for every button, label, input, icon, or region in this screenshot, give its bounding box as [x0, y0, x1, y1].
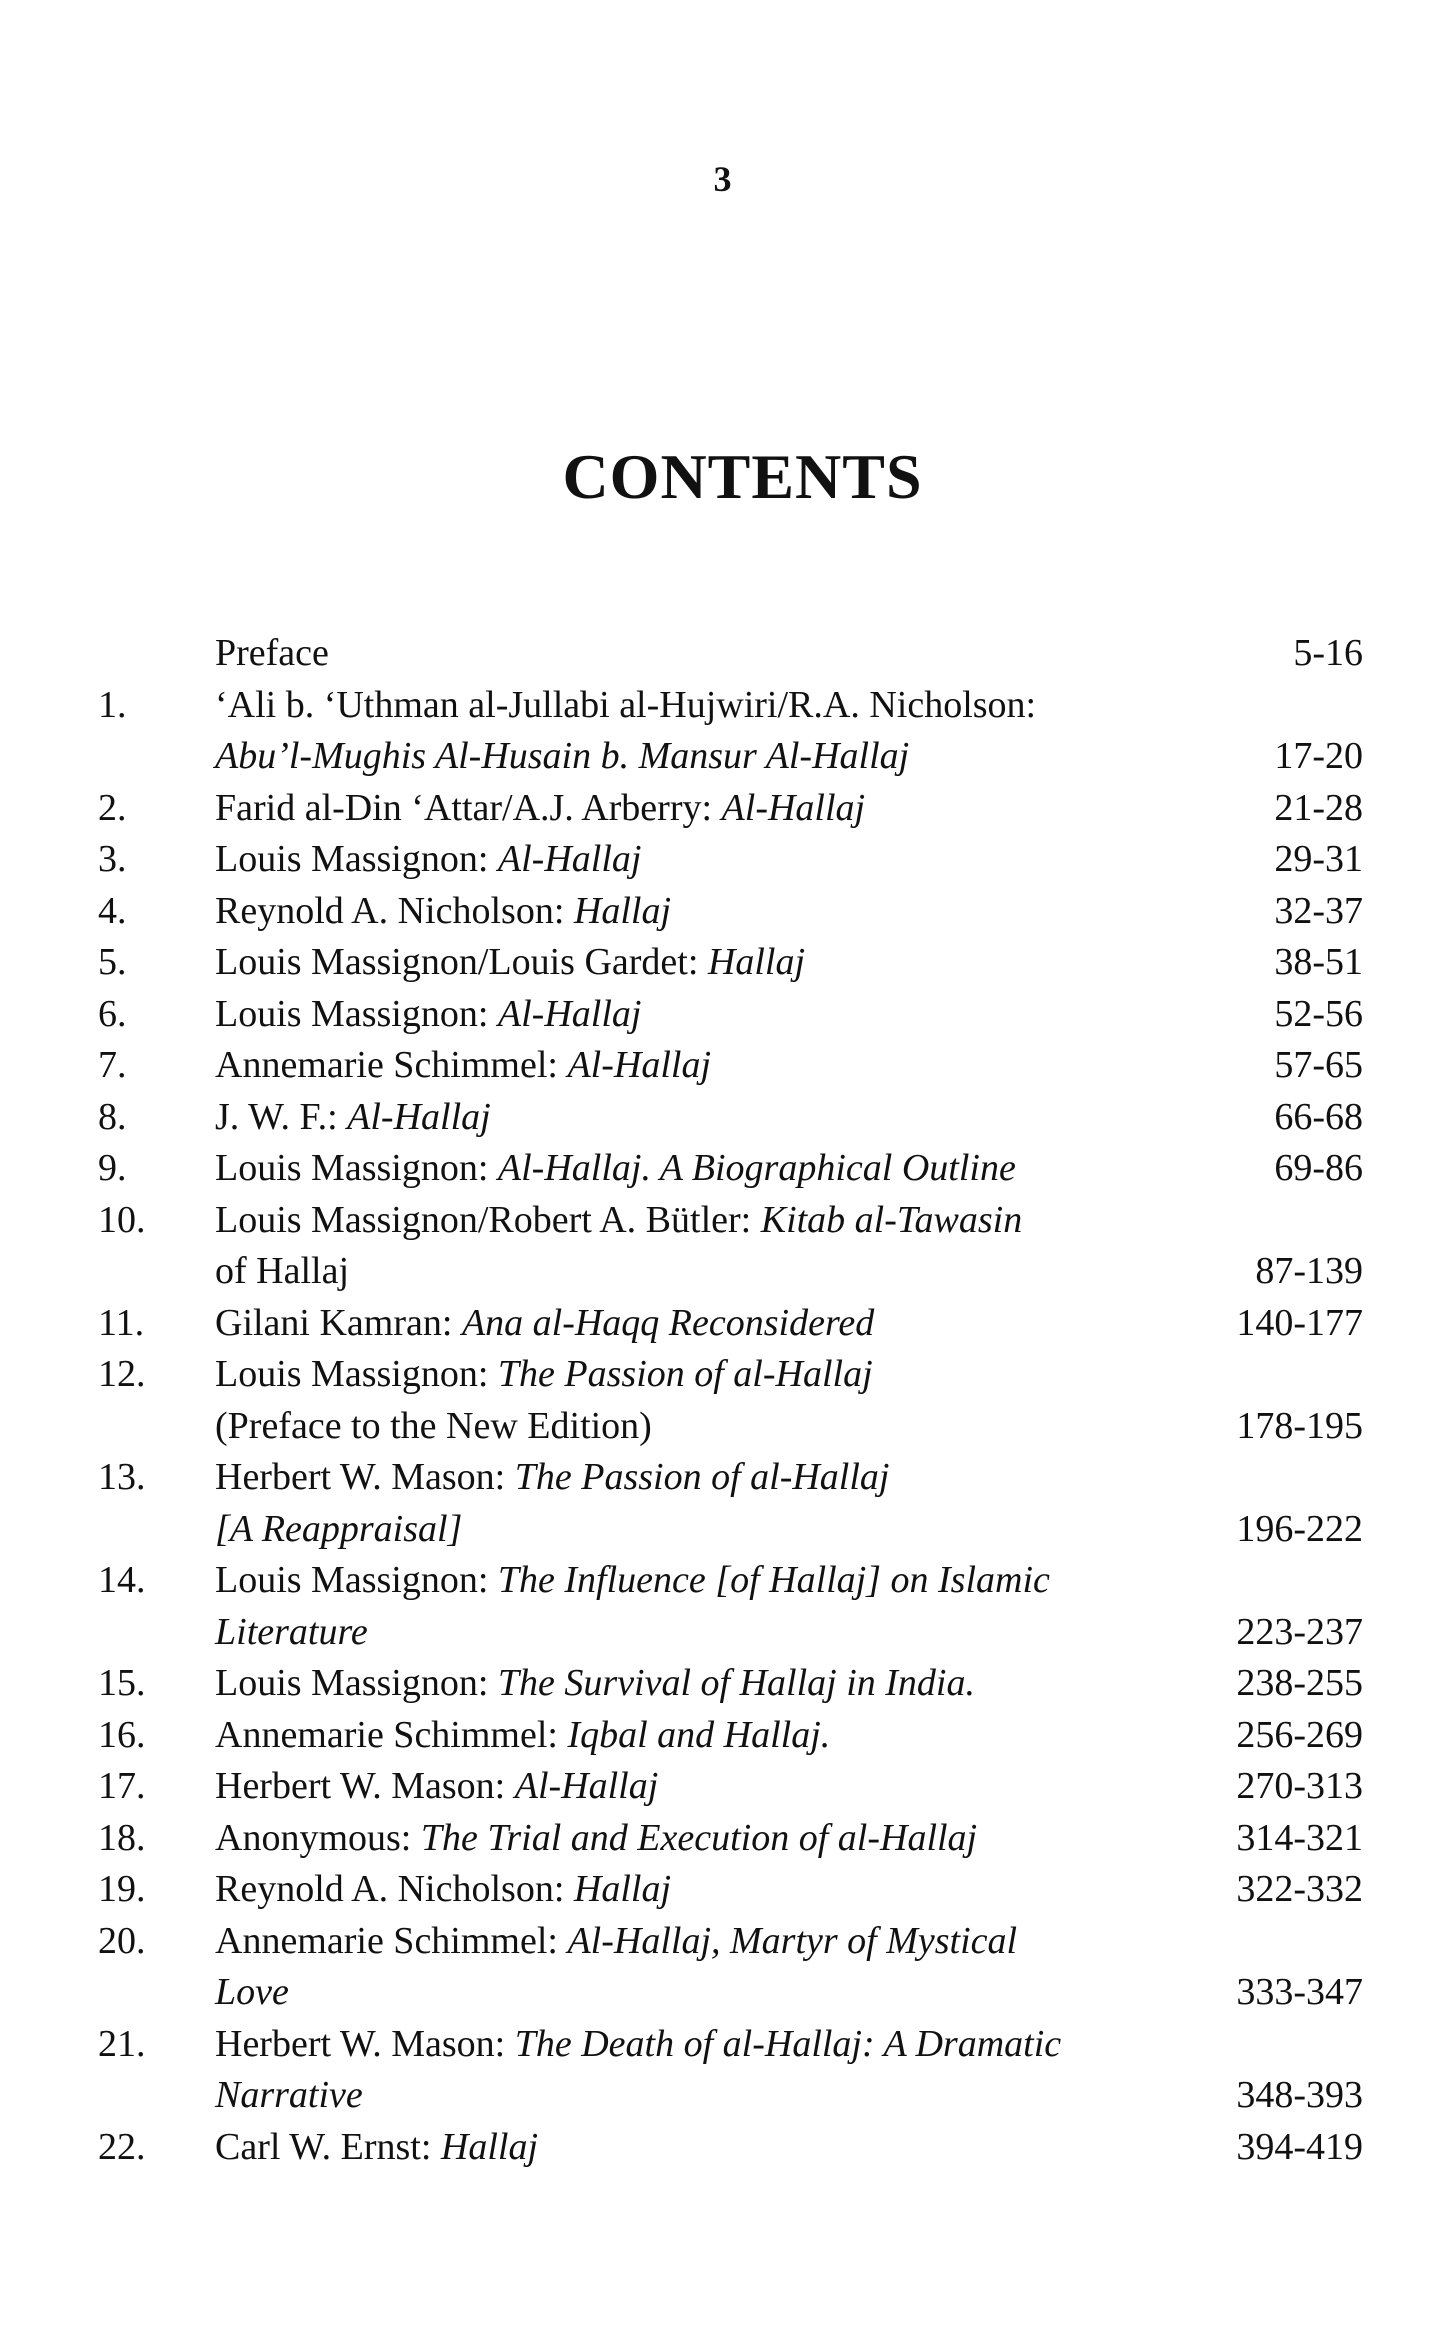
entry-title — [215, 1401, 652, 1453]
entry-title-italic: Literature — [215, 1610, 368, 1653]
entry-title-roman: Herbert W. Mason: — [215, 1765, 515, 1807]
entry-title-roman: Annemarie Schimmel: — [215, 1919, 568, 1962]
entry-pages: 29-31 — [1274, 838, 1363, 880]
entry-number: 19. — [98, 1868, 146, 1910]
toc-line — [0, 2122, 1445, 2174]
entry-title-italic: Narrative — [215, 2074, 363, 2116]
entry-title-roman: Reynold A. Nicholson: — [215, 1868, 574, 1910]
toc-entry — [0, 628, 1445, 680]
entry-pages: 223-237 — [1236, 1610, 1363, 1653]
toc-line — [0, 1349, 1445, 1401]
entry-title-roman: Louis Massignon: — [215, 838, 498, 880]
entry-title-roman: Farid al-Din ‘Attar/A.J. Arberry: — [215, 786, 722, 829]
toc-line — [0, 731, 1445, 783]
entry-title — [215, 1967, 289, 2019]
toc-line — [0, 1761, 1445, 1813]
toc-entry — [0, 1813, 1445, 1865]
toc-entry — [0, 1143, 1445, 1195]
toc-line — [0, 2070, 1445, 2122]
entry-title — [215, 1143, 1016, 1195]
entry-title-italic: Hallaj — [573, 1868, 672, 1910]
entry-title-italic: [A Reappraisal] — [215, 1507, 463, 1550]
entry-title-roman: Louis Massignon/Robert A. Bütler: — [215, 1198, 761, 1241]
entry-pages: 394-419 — [1236, 2125, 1363, 2168]
entry-title — [215, 1607, 368, 1659]
entry-title — [215, 937, 805, 989]
entry-title — [215, 1710, 830, 1762]
toc-line — [0, 834, 1445, 886]
entry-title — [215, 1555, 1050, 1607]
entry-number: 5. — [98, 941, 127, 983]
entry-number: 8. — [98, 1095, 127, 1138]
entry-title — [215, 989, 641, 1041]
table-of-contents — [0, 628, 1445, 2173]
entry-pages: 87-139 — [1255, 1250, 1363, 1292]
entry-title-roman: Louis Massignon: — [215, 1662, 498, 1704]
entry-title — [215, 1658, 975, 1710]
toc-line — [0, 989, 1445, 1041]
entry-title — [215, 1813, 977, 1865]
entry-number: 6. — [98, 992, 127, 1035]
entry-title-italic: Al-Hallaj — [497, 992, 642, 1035]
entry-title-italic: Abu’l-Mughis Al-Husain b. Mansur Al-Hallaj — [215, 735, 910, 777]
entry-title-italic: Al-Hallaj — [721, 786, 866, 829]
entry-title-roman: Reynold A. Nicholson: — [215, 889, 574, 932]
entry-pages: 348-393 — [1236, 2074, 1363, 2116]
entry-pages: 69-86 — [1274, 1147, 1363, 1189]
entry-number: 20. — [98, 1919, 146, 1962]
toc-line — [0, 1298, 1445, 1350]
entry-title-italic: The Trial and Execution of al-Hallaj — [420, 1816, 978, 1859]
entry-number: 13. — [98, 1456, 146, 1498]
entry-title-italic: Ana al-Haqq Reconsidered — [461, 1301, 875, 1344]
entry-title — [215, 2019, 1061, 2071]
entry-title-roman: of Hallaj — [215, 1250, 350, 1292]
entry-number: 12. — [98, 1353, 146, 1395]
toc-entry — [0, 1710, 1445, 1762]
entry-title-italic: The Passion of al-Hallaj — [497, 1353, 873, 1395]
entry-title-italic: The Passion of al-Hallaj — [514, 1456, 890, 1498]
entry-title-roman: Annemarie Schimmel: — [215, 1713, 568, 1756]
entry-title-roman: (Preface to the New Edition) — [215, 1404, 652, 1447]
toc-entry — [0, 1658, 1445, 1710]
toc-line — [0, 1710, 1445, 1762]
entry-title-roman: Louis Massignon: — [215, 1559, 498, 1601]
toc-line — [0, 1401, 1445, 1453]
toc-entry — [0, 1349, 1445, 1452]
entry-title-roman: ‘Ali b. ‘Uthman al-Jullabi al-Hujwiri/R.A. Nicholson: — [215, 683, 1037, 726]
entry-title — [215, 1092, 491, 1144]
toc-entry — [0, 1195, 1445, 1298]
entry-title-italic: Iqbal and Hallaj. — [567, 1713, 831, 1756]
toc-line — [0, 1658, 1445, 1710]
entry-title-roman: Preface — [215, 632, 329, 674]
entry-title — [215, 2122, 538, 2174]
entry-title-roman: Louis Massignon: — [215, 992, 498, 1035]
toc-line — [0, 1967, 1445, 2019]
toc-line — [0, 1143, 1445, 1195]
toc-entry — [0, 1916, 1445, 2019]
toc-line — [0, 1452, 1445, 1504]
entry-title-roman: Louis Massignon/Louis Gardet: — [215, 941, 708, 983]
entry-pages: 322-332 — [1236, 1868, 1363, 1910]
entry-pages: 66-68 — [1274, 1095, 1363, 1138]
toc-line — [0, 783, 1445, 835]
toc-entry — [0, 1864, 1445, 1916]
entry-pages: 57-65 — [1274, 1044, 1363, 1086]
entry-pages: 32-37 — [1274, 889, 1363, 932]
entry-number: 21. — [98, 2022, 146, 2065]
entry-title-italic: The Influence [of Hallaj] on Islamic — [497, 1559, 1050, 1601]
entry-title-roman: Annemarie Schimmel: — [215, 1044, 568, 1086]
toc-entry — [0, 1092, 1445, 1144]
entry-number: 15. — [98, 1662, 146, 1704]
toc-line — [0, 628, 1445, 680]
entry-title — [215, 1246, 349, 1298]
entry-number: 18. — [98, 1816, 146, 1859]
entry-pages: 5-16 — [1293, 632, 1363, 674]
entry-number: 14. — [98, 1559, 146, 1601]
entry-title — [215, 1864, 671, 1916]
entry-pages: 178-195 — [1236, 1404, 1363, 1447]
toc-line — [0, 680, 1445, 732]
entry-pages: 17-20 — [1274, 735, 1363, 777]
toc-line — [0, 886, 1445, 938]
toc-line — [0, 1916, 1445, 1968]
toc-line — [0, 1195, 1445, 1247]
entry-title — [215, 2070, 363, 2122]
entry-title-italic: Kitab al-Tawasin — [760, 1198, 1023, 1241]
entry-title — [215, 628, 329, 680]
entry-title — [215, 1040, 711, 1092]
entry-title — [215, 1452, 889, 1504]
entry-title-italic: Al-Hallaj — [514, 1765, 659, 1807]
toc-entry — [0, 2019, 1445, 2122]
entry-title — [215, 1504, 462, 1556]
entry-title-roman: Gilani Kamran: — [215, 1301, 462, 1344]
toc-entry — [0, 937, 1445, 989]
entry-number: 2. — [98, 786, 127, 829]
toc-line — [0, 1040, 1445, 1092]
entry-title — [215, 731, 909, 783]
entry-title-italic: Al-Hallaj, Martyr of Mystical — [567, 1919, 1018, 1962]
toc-line — [0, 1092, 1445, 1144]
entry-title — [215, 783, 865, 835]
entry-pages: 314-321 — [1236, 1816, 1363, 1859]
entry-title-roman: Herbert W. Mason: — [215, 1456, 515, 1498]
entry-pages: 270-313 — [1236, 1765, 1363, 1807]
toc-entry — [0, 783, 1445, 835]
entry-number: 4. — [98, 889, 127, 932]
toc-entry — [0, 834, 1445, 886]
entry-number: 22. — [98, 2125, 146, 2168]
toc-entry — [0, 2122, 1445, 2174]
entry-title — [215, 1349, 873, 1401]
entry-pages: 52-56 — [1274, 992, 1363, 1035]
entry-title-italic: Hallaj — [440, 2125, 539, 2168]
toc-line — [0, 1607, 1445, 1659]
entry-title-roman: J. W. F.: — [215, 1095, 348, 1138]
toc-line — [0, 1555, 1445, 1607]
entry-title-italic: Hallaj — [707, 941, 806, 983]
toc-line — [0, 1813, 1445, 1865]
entry-title-italic: Al-Hallaj — [347, 1095, 491, 1138]
toc-line — [0, 937, 1445, 989]
entry-pages: 140-177 — [1236, 1301, 1363, 1344]
entry-number: 7. — [98, 1044, 127, 1086]
entry-title-italic: The Death of al-Hallaj: A Dramatic — [514, 2022, 1062, 2065]
entry-pages: 21-28 — [1274, 786, 1363, 829]
toc-entry — [0, 1452, 1445, 1555]
toc-entry — [0, 1761, 1445, 1813]
entry-title — [215, 680, 1036, 732]
toc-entry — [0, 680, 1445, 783]
entry-title — [215, 1195, 1022, 1247]
entry-number: 10. — [98, 1198, 146, 1241]
entry-number: 16. — [98, 1713, 146, 1756]
entry-title-roman: Louis Massignon: — [215, 1147, 498, 1189]
entry-title-italic: Al-Hallaj. A Biographical Outline — [497, 1147, 1016, 1189]
entry-number: 17. — [98, 1765, 146, 1807]
entry-title — [215, 1761, 658, 1813]
entry-number: 11. — [98, 1301, 145, 1344]
entry-title — [215, 1298, 874, 1350]
toc-entry — [0, 886, 1445, 938]
toc-entry — [0, 1555, 1445, 1658]
entry-pages: 256-269 — [1236, 1713, 1363, 1756]
entry-number: 1. — [98, 683, 127, 726]
entry-title-roman: Louis Massignon: — [215, 1353, 498, 1395]
entry-title-roman: Herbert W. Mason: — [215, 2022, 515, 2065]
toc-line — [0, 1864, 1445, 1916]
entry-number: 3. — [98, 838, 127, 880]
toc-line — [0, 1504, 1445, 1556]
page-number: 3 — [713, 159, 732, 199]
entry-title-roman: Anonymous: — [215, 1816, 421, 1859]
entry-title-roman: Carl W. Ernst: — [215, 2125, 441, 2168]
entry-title — [215, 886, 671, 938]
entry-title-italic: Al-Hallaj — [567, 1044, 712, 1086]
entry-pages: 196-222 — [1236, 1507, 1363, 1550]
page-title: CONTENTS — [562, 441, 923, 512]
toc-line — [0, 2019, 1445, 2071]
toc-entry — [0, 1040, 1445, 1092]
entry-pages: 333-347 — [1236, 1971, 1363, 2013]
toc-entry — [0, 1298, 1445, 1350]
entry-title — [215, 834, 641, 886]
entry-pages: 38-51 — [1274, 941, 1363, 983]
entry-number: 9. — [98, 1147, 127, 1189]
entry-title-italic: Hallaj — [573, 889, 672, 932]
entry-title-italic: Love — [215, 1971, 289, 2013]
entry-title-italic: The Survival of Hallaj in India. — [497, 1662, 975, 1704]
toc-entry — [0, 989, 1445, 1041]
entry-title — [215, 1916, 1017, 1968]
toc-line — [0, 1246, 1445, 1298]
entry-title-italic: Al-Hallaj — [497, 838, 642, 880]
entry-pages: 238-255 — [1236, 1662, 1363, 1704]
